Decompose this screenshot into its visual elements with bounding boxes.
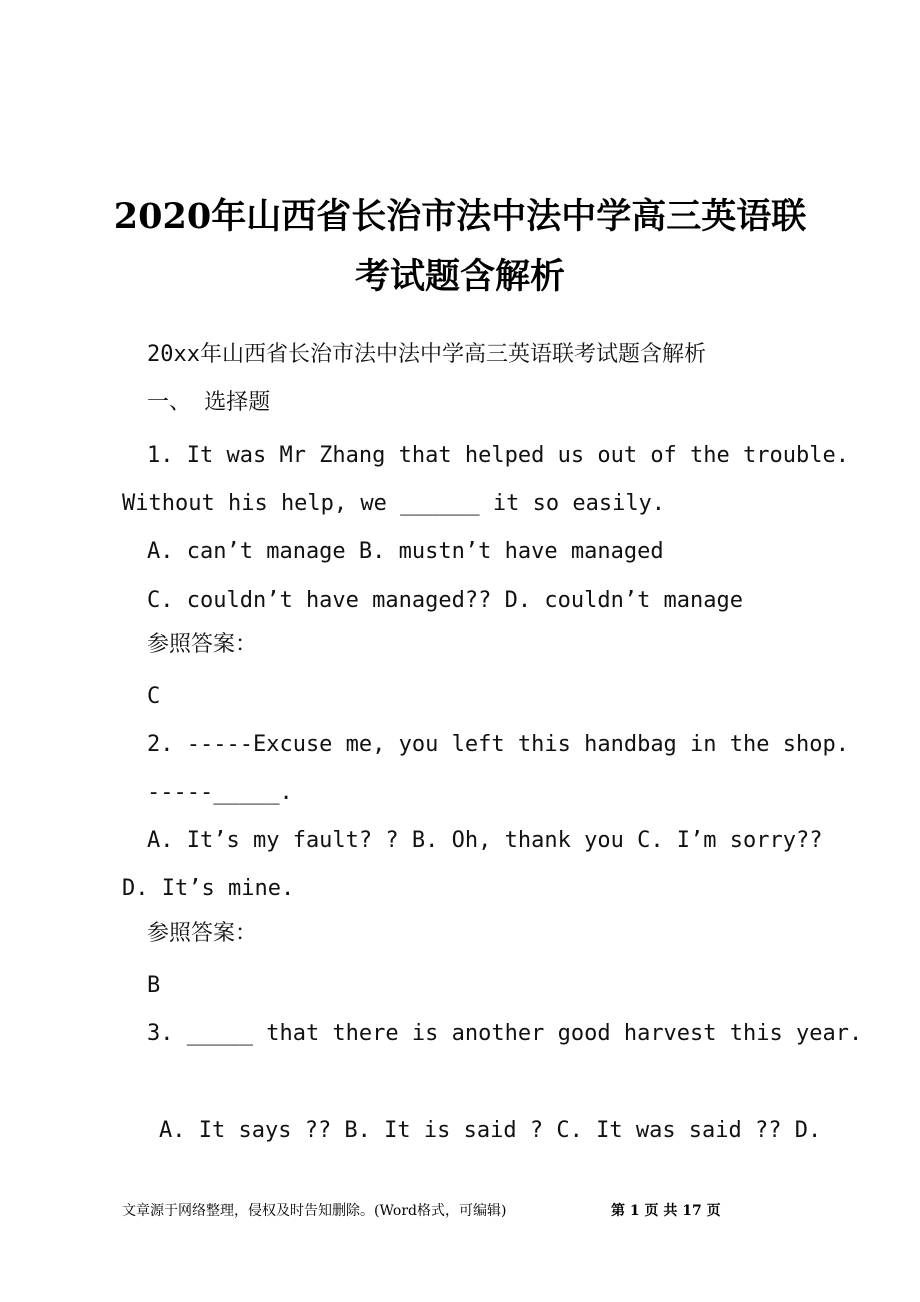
question-2-answer-label: 参照答案： xyxy=(147,921,258,946)
question-2-options-continued: D. It’s mine. xyxy=(122,876,295,901)
question-1-answer: C xyxy=(147,684,161,709)
document-title-line-1: 2020年山西省长治市法中法中学高三英语联 xyxy=(113,196,807,237)
question-3-stem: 3. _____ that there is another good harvest this year. xyxy=(147,1021,863,1046)
question-1-answer-label: 参照答案： xyxy=(147,632,258,657)
question-2-stem: 2. -----Excuse me, you left this handbag in the shop. xyxy=(147,732,849,757)
document-title-line-2: 考试题含解析 xyxy=(354,256,565,297)
footer-page-number: 第 1 页 共 17 页 xyxy=(611,1203,721,1219)
question-1-options: A. can’t manage B. mustn’t have managed xyxy=(147,539,664,564)
question-1-stem-continued: Without his help, we ______ it so easily. xyxy=(122,491,666,516)
question-3-options: A. It says ?? B. It is said ? C. It was said ?? D. xyxy=(159,1118,822,1143)
question-2-stem-continued: -----_____. xyxy=(147,780,293,805)
document-subtitle: 20xx年山西省长治市法中法中学高三英语联考试题含解析 xyxy=(147,342,706,367)
question-1-stem: 1. It was Mr Zhang that helped us out of the trouble. xyxy=(147,443,849,468)
footer-note: 文章源于网络整理，侵权及时告知删除。(Word格式，可编辑) xyxy=(122,1203,507,1219)
question-1-options-continued: C. couldn’t have managed?? D. couldn’t manage xyxy=(147,588,744,613)
question-2-options: A. It’s my fault? ? B. Oh, thank you C. I’m sorry?? xyxy=(147,828,823,853)
question-2-answer: B xyxy=(147,973,161,998)
section-heading: 一、 选择题 xyxy=(147,390,271,415)
